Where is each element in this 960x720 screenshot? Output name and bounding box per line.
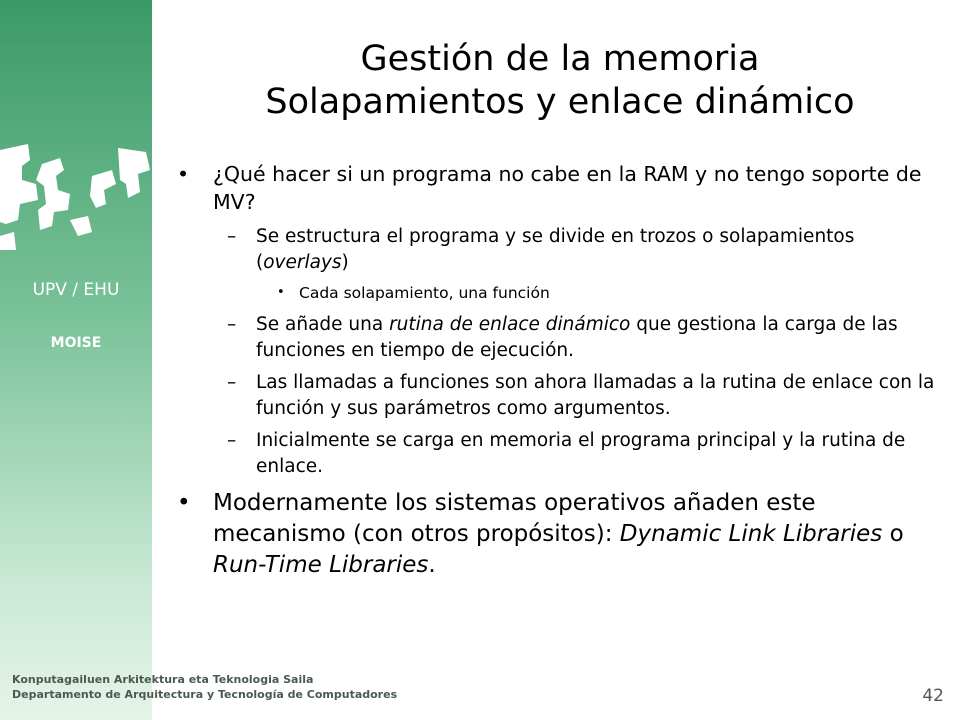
bullet-2-text: Modernamente los sistemas operativos añaden este mecanismo (con otros propósitos): bbox=[213, 490, 816, 547]
bullet-marker: • bbox=[277, 285, 285, 300]
bullet-1 bbox=[175, 160, 945, 216]
bullet-1-text: ¿Qué hacer si un programa no cabe en la RAM y no tengo soporte de MV? bbox=[213, 162, 922, 214]
sub-bullet-2-emphasis: rutina de enlace dinámico bbox=[389, 314, 631, 335]
bullet-2-emphasis-1: Dynamic Link Libraries bbox=[619, 521, 883, 547]
dash-marker: – bbox=[227, 372, 237, 393]
bullet-marker: • bbox=[177, 490, 191, 516]
university-name: UPV / EHU bbox=[32, 280, 120, 300]
sub-sub-bullet-1 bbox=[175, 282, 945, 304]
sidebar bbox=[0, 0, 152, 720]
bullet-2-emphasis-2: Run-Time Libraries bbox=[213, 552, 429, 578]
dash-marker: – bbox=[227, 430, 237, 451]
upv-ehu-logo-icon bbox=[0, 140, 152, 250]
sub-bullet-1-emphasis: overlays bbox=[263, 252, 342, 273]
slide-title bbox=[170, 38, 950, 124]
course-name: MOISE bbox=[50, 335, 102, 351]
sub-bullet-2 bbox=[175, 312, 945, 364]
sub-bullet-1-text: Se estructura el programa y se divide en trozos o solapamientos ( bbox=[256, 226, 855, 273]
title-line-1: Gestión de la memoria bbox=[360, 39, 760, 79]
sub-bullet-1 bbox=[175, 224, 945, 276]
bullet-2-text-mid: o bbox=[882, 521, 904, 547]
sub-bullet-3 bbox=[175, 370, 945, 422]
dash-marker: – bbox=[227, 314, 237, 335]
sub-sub-bullet-1-text: Cada solapamiento, una función bbox=[299, 284, 550, 302]
footer-line-2: Departamento de Arquitectura y Tecnología de Computadores bbox=[12, 688, 398, 701]
page-number: 42 bbox=[922, 686, 944, 706]
sub-bullet-2-text: Se añade una bbox=[256, 314, 390, 335]
footer bbox=[12, 672, 397, 702]
sub-bullet-4-text: Inicialmente se carga en memoria el programa principal y la rutina de enlace. bbox=[256, 430, 906, 477]
sub-bullet-3-text: Las llamadas a funciones son ahora llamadas a la rutina de enlace con la función y sus parámetros como argumentos. bbox=[256, 372, 935, 419]
sub-bullet-1-text-end: ) bbox=[341, 252, 349, 273]
sub-bullet-2-text-end: que gestiona la carga de las funciones en tiempo de ejecución. bbox=[256, 314, 898, 361]
footer-line-1: Konputagailuen Arkitektura eta Teknologia Saila bbox=[12, 673, 314, 686]
bullet-2-text-end: . bbox=[428, 552, 436, 578]
bullet-2 bbox=[175, 488, 945, 581]
title-line-2: Solapamientos y enlace dinámico bbox=[265, 82, 855, 122]
dash-marker: – bbox=[227, 226, 237, 247]
bullet-marker: • bbox=[177, 162, 190, 186]
sub-bullet-4 bbox=[175, 428, 945, 480]
slide-content bbox=[175, 160, 945, 589]
